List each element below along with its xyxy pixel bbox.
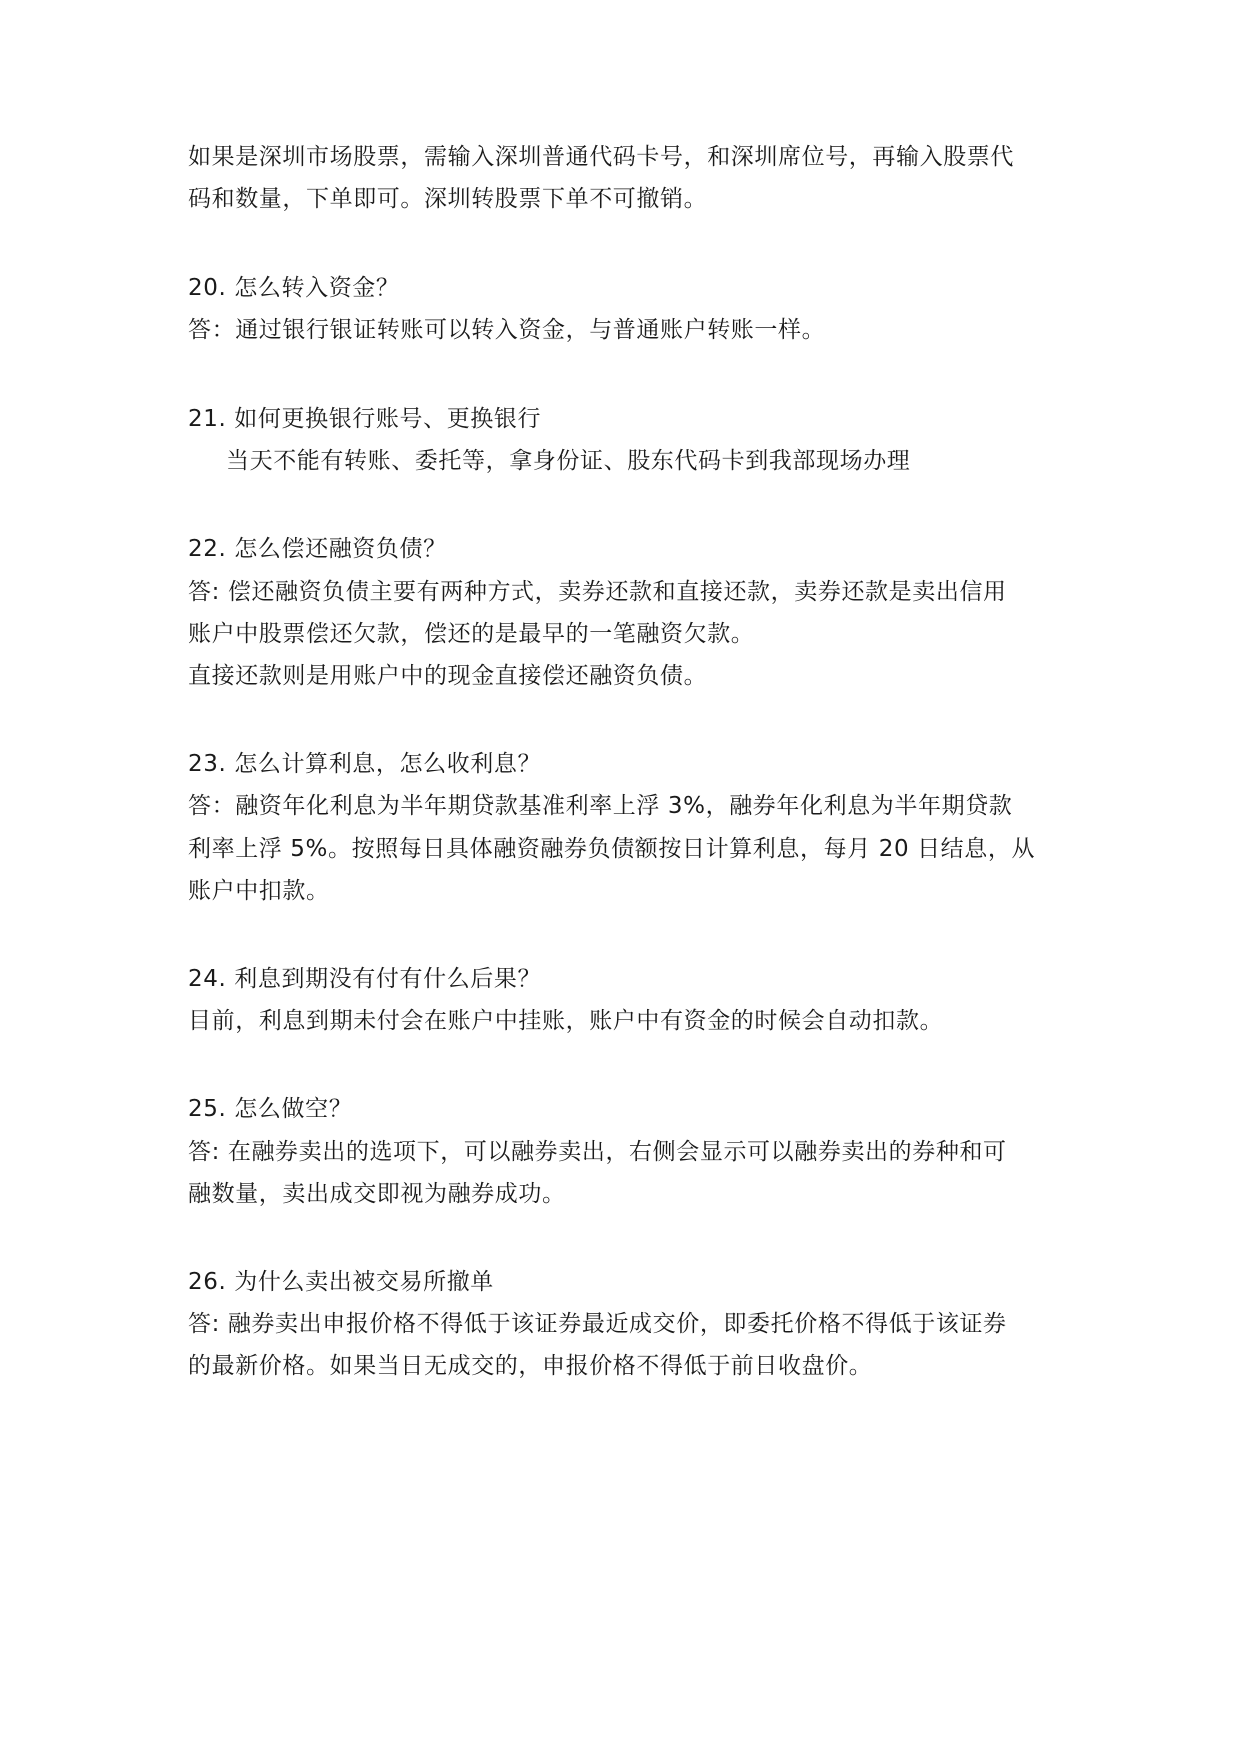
answer-line: 答：通过银行银证转账可以转入资金，与普通账户转账一样。 [188, 317, 826, 343]
question-heading: 21. 如何更换银行账号、更换银行 [188, 406, 542, 432]
intro-line: 如果是深圳市场股票，需输入深圳普通代码卡号，和深圳席位号，再输入股票代 [188, 144, 1014, 170]
intro-line: 码和数量，下单即可。深圳转股票下单不可撤销。 [188, 186, 708, 212]
answer-line: 融数量，卖出成交即视为融券成功。 [188, 1181, 566, 1207]
answer-line: 账户中股票偿还欠款，偿还的是最早的一笔融资欠款。 [188, 621, 755, 647]
answer-line: 答: 偿还融资负债主要有两种方式，卖券还款和直接还款，卖券还款是卖出信用 [188, 579, 1007, 605]
answer-line: 利率上浮 5%。按照每日具体融资融券负债额按日计算利息，每月 20 日结息，从 [188, 836, 1036, 862]
answer-line: 账户中扣款。 [188, 878, 330, 904]
question-heading: 20. 怎么转入资金？ [188, 275, 400, 301]
answer-line: 直接还款则是用账户中的现金直接偿还融资负债。 [188, 663, 708, 689]
question-heading: 26. 为什么卖出被交易所撤单 [188, 1269, 494, 1295]
answer-line: 当天不能有转账、委托等，拿身份证、股东代码卡到我部现场办理 [226, 448, 911, 474]
answer-line: 答: 在融券卖出的选项下，可以融券卖出，右侧会显示可以融券卖出的券种和可 [188, 1139, 1007, 1165]
question-heading: 24. 利息到期没有付有什么后果？ [188, 966, 542, 992]
answer-line: 答：融资年化利息为半年期贷款基准利率上浮 3%，融券年化利息为半年期贷款 [188, 793, 1013, 819]
answer-line: 答: 融券卖出申报价格不得低于该证券最近成交价，即委托价格不得低于该证券 [188, 1311, 1007, 1337]
question-heading: 23. 怎么计算利息，怎么收利息？ [188, 751, 542, 777]
question-heading: 25. 怎么做空？ [188, 1096, 353, 1122]
answer-line: 的最新价格。如果当日无成交的，申报价格不得低于前日收盘价。 [188, 1353, 873, 1379]
answer-line: 目前，利息到期未付会在账户中挂账，账户中有资金的时候会自动扣款。 [188, 1008, 944, 1034]
question-heading: 22. 怎么偿还融资负债？ [188, 536, 447, 562]
